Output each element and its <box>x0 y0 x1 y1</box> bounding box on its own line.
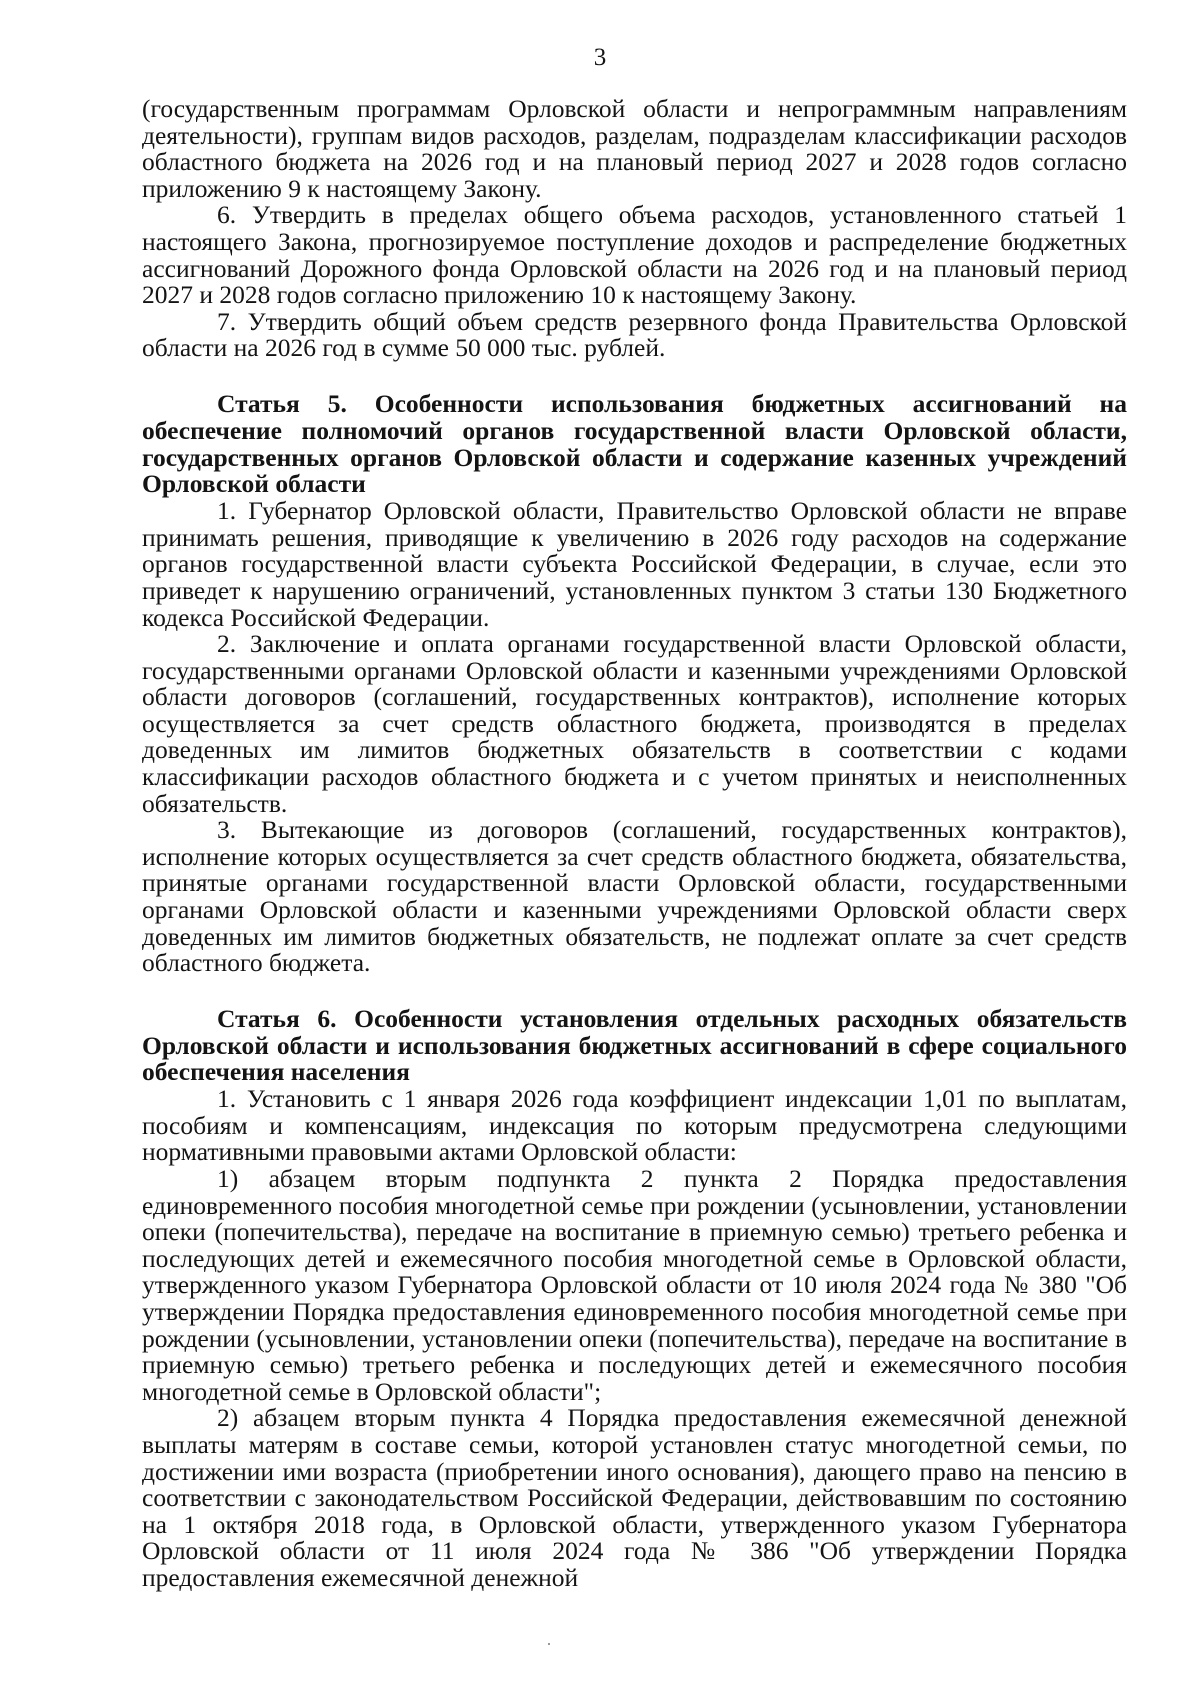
article-5-item-3: 3. Вытекающие из договоров (соглашений, государственных контрактов), исполнение которых осуществляется за счет средств областного бюджета, обязательства, принятые органами государственной власти Орловской области, государственными органами Орловской области и казенными учреждениями Орловской области сверх доведенных им лимитов бюджетных обязательств, не подлежат оплате за счет средств областного бюджета. <box>142 815 1127 978</box>
page-number: 3 <box>593 44 607 71</box>
article-5-heading: Статья 5. Особенности использования бюджетных ассигнований на обеспечение полномочий органов государственной власти Орловской области, государственных органов Орловской области и содержание казенных учреждений Орловской области <box>142 388 1127 499</box>
article-5-item-1: 1. Губернатор Орловской области, Правительство Орловской области не вправе принимать решения, приводящие к увеличению в 2026 году расходов на содержание органов государственной власти субъекта Российской Федерации, в случае, если это приведет к нарушению ограничений, установленных пунктом 3 статьи 130 Бюджетного кодекса Российской Федерации. <box>142 496 1127 632</box>
article-6-heading: Статья 6. Особенности установления отдельных расходных обязательств Орловской области и использования бюджетных ассигнований в сфере социального обеспечения населения <box>142 1003 1127 1087</box>
paragraph-continuation: (государственным программам Орловской области и непрограммным направлениям деятельности), группам видов расходов, разделам, подразделам классификации расходов областного бюджета на 2026 год и на плановый период 2027 и 2028 годов согласно приложению 9 к настоящему Закону. <box>142 94 1127 203</box>
document-body <box>142 96 1127 1591</box>
article-6-subitem-2: 2) абзацем вторым пункта 4 Порядка предоставления ежемесячной денежной выплаты матерям в составе семьи, которой установлен статус многодетной семьи, по достижении ими возраста (приобретении иного основания), дающего право на пенсию в соответствии с законодательством Российской Федерации, действовавшим по состоянию на 1 октября 2018 года, в Орловской области, утвержденного указом Губернатора Орловской области от 11 июля 2024 года № 386 "Об утверждении Порядка предоставления ежемесячной денежной <box>142 1403 1127 1592</box>
article-5-item-2: 2. Заключение и оплата органами государственной власти Орловской области, государственными органами Орловской области и казенными учреждениями Орловской области договоров (соглашений, государственных контрактов), исполнение которых осуществляется за счет средств областного бюджета, производятся в пределах доведенных им лимитов бюджетных обязательств в соответствии с кодами классификации расходов областного бюджета и с учетом принятых и неисполненных обязательств. <box>142 629 1127 818</box>
scan-speck <box>548 1643 550 1645</box>
article-6-subitem-1: 1) абзацем вторым подпункта 2 пункта 2 Порядка предоставления единовременного пособия многодетной семье при рождении (усыновлении, установлении опеки (попечительства), передаче на воспитание в приемную семью) третьего ребенка и последующих детей и ежемесячного пособия многодетной семье в Орловской области, утвержденного указом Губернатора Орловской области от 10 июля 2024 года № 380 "Об утверждении Порядка предоставления единовременного пособия многодетной семье при рождении (усыновлении, установлении опеки (попечительства), передаче на воспитание в приемную семью) третьего ребенка и последующих детей и ежемесячного пособия многодетной семье в Орловской области"; <box>142 1163 1127 1406</box>
article-6-item-1: 1. Установить с 1 января 2026 года коэффициент индексации 1,01 по выплатам, пособиям и компенсациям, индексация по которым предусмотрена следующими нормативными правовыми актами Орловской области: <box>142 1084 1127 1167</box>
paragraph-item-7: 7. Утвердить общий объем средств резервного фонда Правительства Орловской области на 2026 год в сумме 50 000 тыс. рублей. <box>142 306 1127 363</box>
paragraph-item-6: 6. Утвердить в пределах общего объема расходов, установленного статьей 1 настоящего Закона, прогнозируемое поступление доходов и распределение бюджетных ассигнований Дорожного фонда Орловской области на 2026 год и на плановый период 2027 и 2028 годов согласно приложению 10 к настоящему Закону. <box>142 200 1127 310</box>
